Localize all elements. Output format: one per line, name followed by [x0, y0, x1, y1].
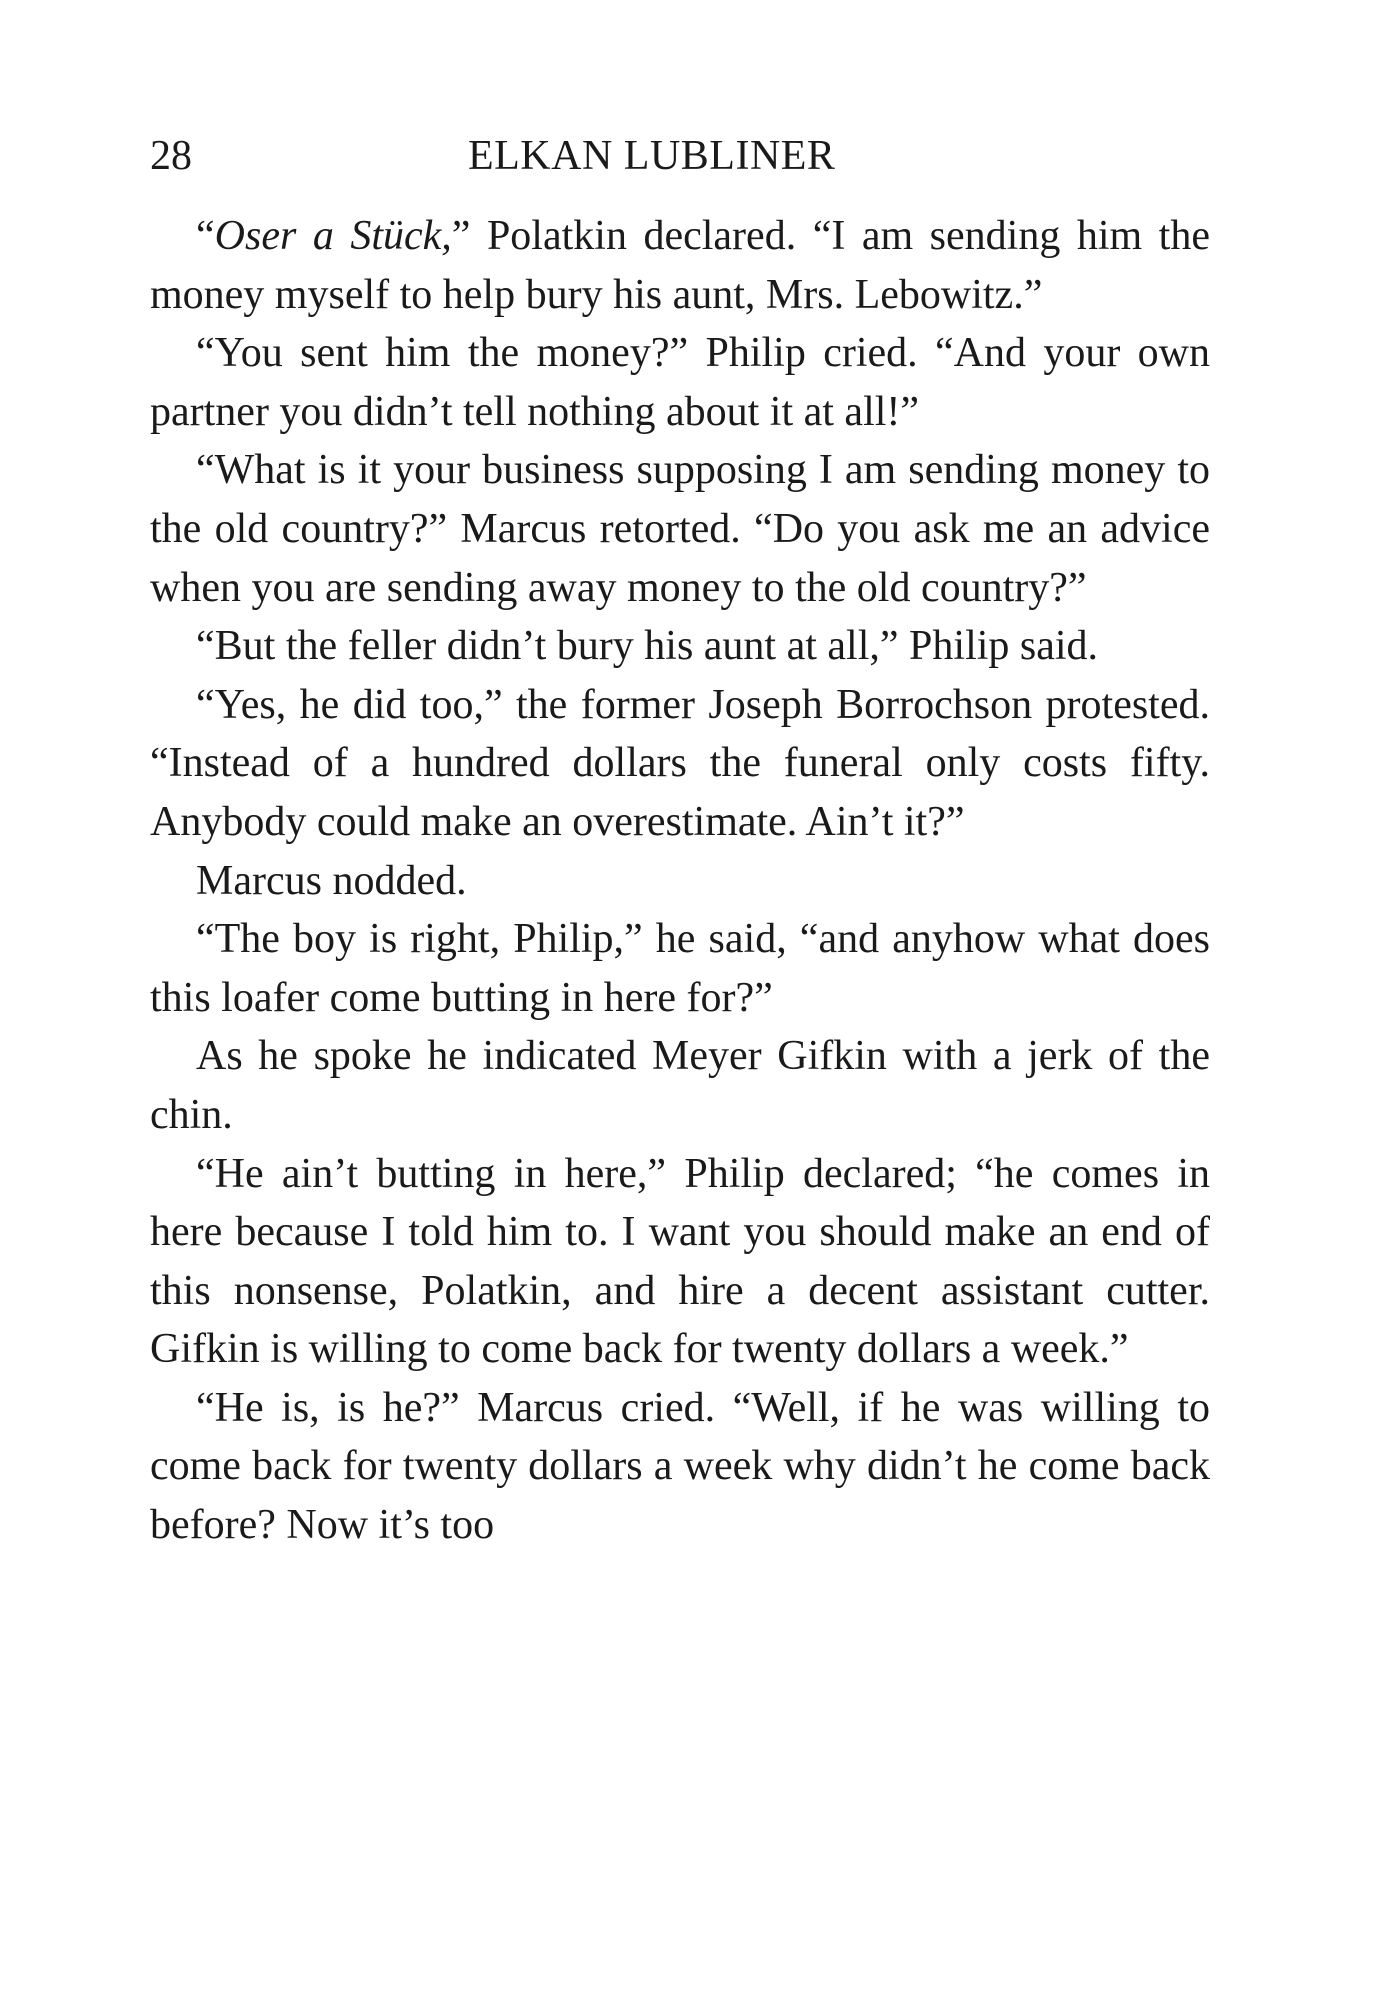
italic-phrase: Oser a Stück,	[214, 213, 452, 259]
paragraph-1-rest: ” Polatkin declared. “I am sending him the money myself to help bury his aunt, Mrs. Lebowitz.”	[150, 213, 1210, 318]
body-text	[150, 207, 1210, 1555]
paragraph-7: “The boy is right, Philip,” he said, “and anyhow what does this loafer come butting in here for?”	[150, 916, 1210, 1021]
page-number: 28	[150, 133, 192, 179]
paragraph-3: “What is it your business supposing I am sending money to the old country?” Marcus retorted. “Do you ask me an advice when you are sending away money to the old country?”	[150, 447, 1210, 611]
paragraph-6: Marcus nodded.	[196, 857, 467, 904]
paragraph-4: “But the feller didn’t bury his aunt at all,” Philip said.	[196, 623, 1099, 670]
paragraph-1: “Oser a Stück,” Polatkin declared. “I am sending him the money myself to help bury his aunt, Mrs. Lebowitz.”	[150, 213, 1210, 318]
paragraph-9: “He ain’t butting in here,” Philip declared; “he comes in here because I told him to. I want you should make an end of this nonsense, Polatkin, and hire a decent assistant cutter. Gifkin is willing to come back for twenty dollars a week.”	[150, 1150, 1210, 1373]
paragraph-8: As he spoke he indicated Meyer Gifkin with a jerk of the chin.	[150, 1033, 1210, 1138]
paragraph-10: “He is, is he?” Marcus cried. “Well, if he was willing to come back for twenty dollars a week why didn’t he come back before? Now it’s too	[150, 1384, 1210, 1549]
paragraph-2: “You sent him the money?” Philip cried. “And your own partner you didn’t tell nothing about it at all!”	[150, 330, 1210, 435]
paragraph-5: “Yes, he did too,” the former Joseph Borrochson protested. “Instead of a hundred dollars the funeral only costs fifty. Anybody could make an overestimate. Ain’t it?”	[150, 681, 1210, 845]
running-head	[150, 128, 1210, 184]
running-title: ELKAN LUBLINER	[468, 133, 836, 179]
